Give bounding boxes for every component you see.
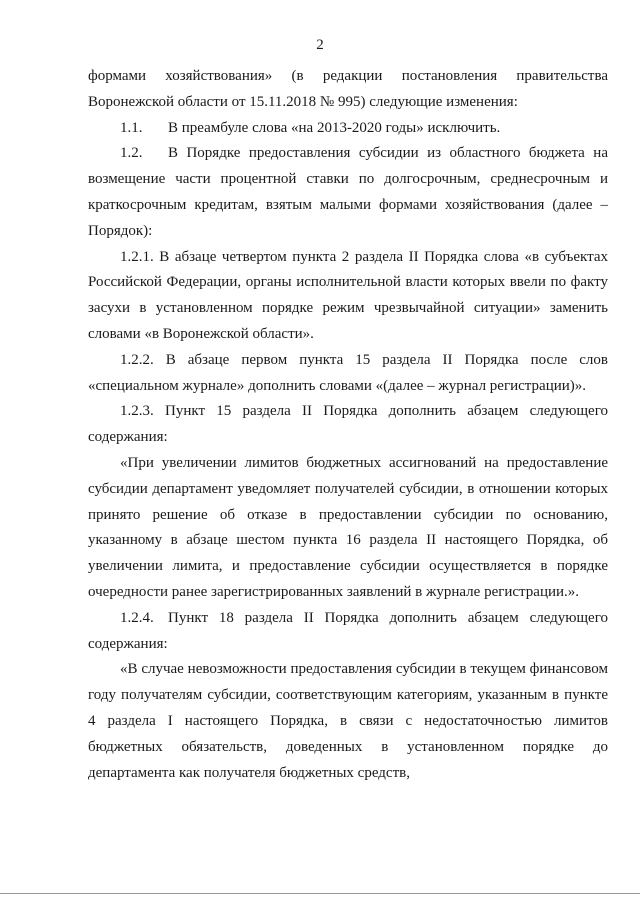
paragraph-1-2-1: 1.2.1. В абзаце четвертом пункта 2 раздела II Порядка слова «в субъектах Российской Федерации, органы исполнительной власти которых ввели по факту засухи в установленном порядке режим чрезвычайной ситуации» заменить словами «в Воронежской области».: [88, 248, 608, 342]
paragraph-text: Пункт 18 раздела II Порядка дополнить абзацем следующего содержания:: [88, 609, 608, 652]
page-bottom-edge: [0, 893, 640, 894]
paragraph-1-2-3: 1.2.3. Пункт 15 раздела II Порядка дополнить абзацем следующего содержания:: [88, 403, 608, 446]
paragraph-1-2-2: 1.2.2. В абзаце первом пункта 15 раздела II Порядка после слов «специальном журнале» дополнить словами «(далее – журнал регистрации)».: [88, 351, 608, 394]
paragraph-number: 1.1.: [120, 119, 143, 136]
quote-paragraph-2: «В случае невозможности предоставления субсидии в текущем финансовом году получателям субсидии, соответствующим категориям, указанным в пункте 4 раздела I настоящего Порядка, в связи с недостаточностью лимитов бюджетных обязательств, доведенных в установленном порядке до департамента как получателя бюджетных средств,: [88, 661, 608, 781]
paragraph-number: 1.2.: [120, 145, 143, 162]
paragraph-intro: формами хозяйствования» (в редакции постановления правительства Воронежской области от 15.11.2018 № 995) следующие изменения:: [88, 68, 608, 110]
paragraph-1-2-4: [88, 606, 608, 658]
page-number: 2: [316, 37, 324, 53]
paragraph-text: В Порядке предоставления субсидии из областного бюджета на возмещение части процентной ставки по долгосрочным, среднесрочным и краткосрочным кредитам, взятым малыми формами хозяйствования (далее – Порядок):: [88, 145, 608, 239]
quote-paragraph-1: «При увеличении лимитов бюджетных ассигнований на предоставление субсидии департамент уведомляет получателей субсидии, в отношении которых принято решение об отказе в предоставлении субсидии по основанию, указанному в абзаце шестом пункта 16 раздела II настоящего Порядка, об увеличении лимита, и предоставление субсидии осуществляется в порядке очередности ранее зарегистрированных заявлений в журнале регистрации.».: [88, 454, 608, 600]
paragraph-number: 1.2.4.: [120, 609, 154, 626]
document-body: [88, 64, 608, 786]
paragraph-1-1: [88, 116, 608, 142]
paragraph-1-2: [88, 141, 608, 244]
paragraph-text: В преамбуле слова «на 2013-2020 годы» исключить.: [168, 119, 501, 136]
